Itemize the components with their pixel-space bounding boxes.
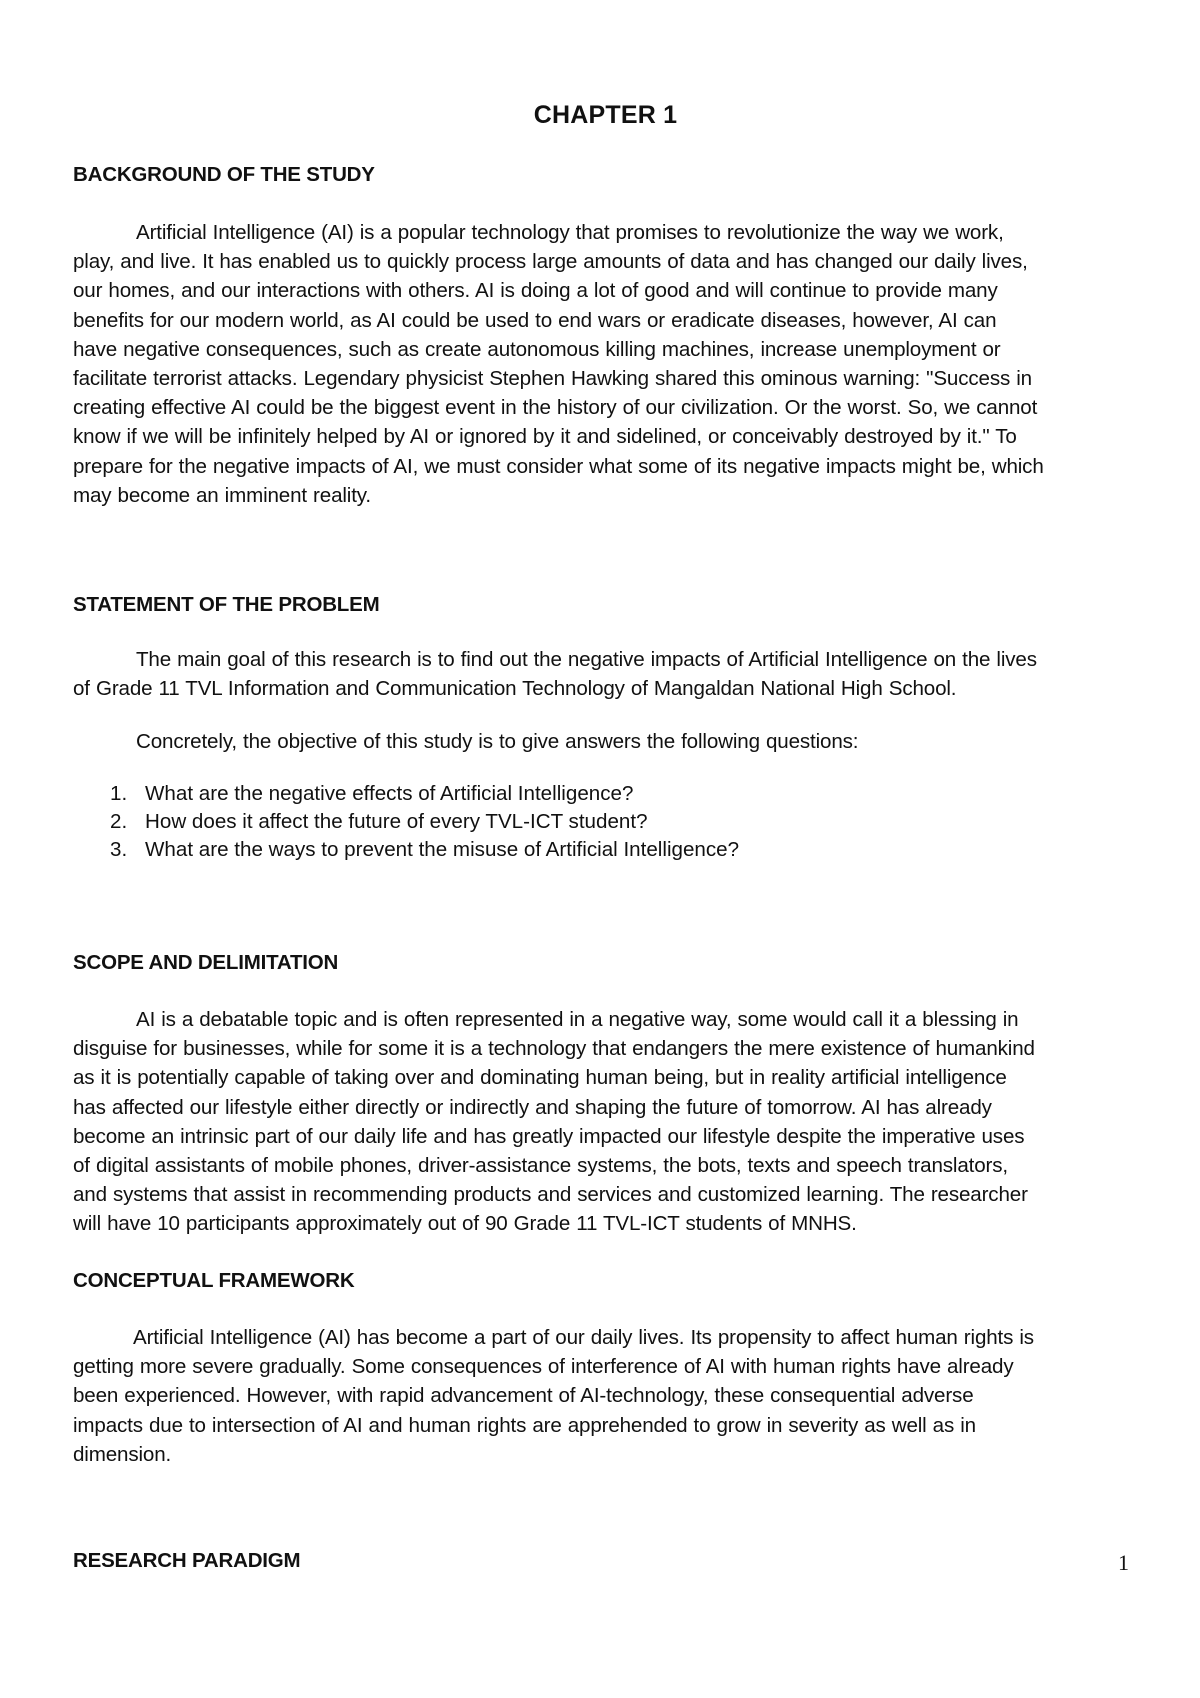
- paragraph-scope: [73, 1005, 1138, 1239]
- text-line: our homes, and our interactions with others. AI is doing a lot of good and will continue to provide many: [73, 279, 998, 303]
- list-item: [110, 836, 739, 864]
- text-line: Artificial Intelligence (AI) is a popular technology that promises to revolutionize the way we work,: [136, 221, 1004, 244]
- text-line: creating effective AI could be the biggest event in the history of our civilization. Or the worst. So, we cannot: [73, 396, 1038, 420]
- text-line: may become an imminent reality.: [73, 483, 371, 507]
- chapter-title: CHAPTER 1: [533, 101, 678, 129]
- text-line: of Grade 11 TVL Information and Communication Technology of Mangaldan National High School.: [73, 677, 957, 701]
- text-line: The main goal of this research is to find out the negative impacts of Artificial Intelligence on the lives: [136, 648, 1037, 671]
- page-number: 1: [1118, 1550, 1129, 1575]
- text-line: will have 10 participants approximately out of 90 Grade 11 TVL-ICT students of MNHS.: [73, 1212, 857, 1236]
- text-line: become an intrinsic part of our daily life and has greatly impacted our lifestyle despite the imperative uses: [73, 1124, 1025, 1148]
- text-line: getting more severe gradually. Some consequences of interference of AI with human rights have already: [73, 1355, 1014, 1379]
- text-line: and systems that assist in recommending products and services and customized learning. The researcher: [73, 1183, 1028, 1207]
- heading-problem: STATEMENT OF THE PROBLEM: [73, 593, 380, 616]
- research-questions-list: [110, 780, 739, 864]
- heading-scope: SCOPE AND DELIMITATION: [73, 951, 339, 974]
- text-line: prepare for the negative impacts of AI, we must consider what some of its negative impacts might be, which: [73, 454, 1044, 478]
- text-line: impacts due to intersection of AI and human rights are apprehended to grow in severity as well as in: [73, 1413, 976, 1437]
- text-line: as it is potentially capable of taking over and dominating human being, but in reality artificial intelligence: [73, 1066, 1007, 1090]
- list-item: [110, 780, 739, 808]
- text-line: have negative consequences, such as create autonomous killing machines, increase unemployment or: [73, 337, 1001, 361]
- text-line: Concretely, the objective of this study is to give answers the following questions:: [136, 730, 859, 753]
- list-item-text: What are the negative effects of Artificial Intelligence?: [145, 782, 634, 805]
- paragraph-problem-goal: [73, 645, 1138, 703]
- text-line: facilitate terrorist attacks. Legendary physicist Stephen Hawking shared this ominous warning: "Success in: [73, 367, 1032, 391]
- list-item-text: What are the ways to prevent the misuse of Artificial Intelligence?: [145, 838, 740, 861]
- list-number: 1.: [110, 782, 128, 805]
- text-line: benefits for our modern world, as AI could be used to end wars or eradicate diseases, however, AI can: [73, 308, 997, 332]
- list-item: [110, 808, 739, 836]
- list-number: 2.: [110, 810, 128, 833]
- text-line: been experienced. However, with rapid advancement of AI-technology, these consequential adverse: [73, 1384, 974, 1408]
- paragraph-problem-objective: [73, 727, 1138, 756]
- paragraph-framework: [73, 1323, 1138, 1469]
- paragraph-background: [73, 218, 1138, 510]
- heading-framework: CONCEPTUAL FRAMEWORK: [73, 1269, 355, 1292]
- heading-paradigm: RESEARCH PARADIGM: [73, 1549, 301, 1572]
- list-number: 3.: [110, 838, 128, 861]
- heading-background: BACKGROUND OF THE STUDY: [73, 163, 375, 186]
- text-line: Artificial Intelligence (AI) has become a part of our daily lives. Its propensity to affect human rights is: [133, 1326, 1034, 1349]
- text-line: has affected our lifestyle either directly or indirectly and shaping the future of tomorrow. AI has already: [73, 1095, 992, 1119]
- text-line: disguise for businesses, while for some it is a technology that endangers the mere existence of humankind: [73, 1037, 1035, 1061]
- text-line: AI is a debatable topic and is often represented in a negative way, some would call it a blessing in: [136, 1008, 1019, 1031]
- text-line: of digital assistants of mobile phones, driver-assistance systems, the bots, texts and speech translators,: [73, 1154, 1008, 1178]
- text-line: know if we will be infinitely helped by AI or ignored by it and sidelined, or conceivably destroyed by it." To: [73, 425, 1017, 449]
- text-line: play, and live. It has enabled us to quickly process large amounts of data and has changed our daily lives,: [73, 250, 1028, 274]
- text-line: dimension.: [73, 1442, 172, 1466]
- list-item-text: How does it affect the future of every TVL-ICT student?: [145, 810, 648, 833]
